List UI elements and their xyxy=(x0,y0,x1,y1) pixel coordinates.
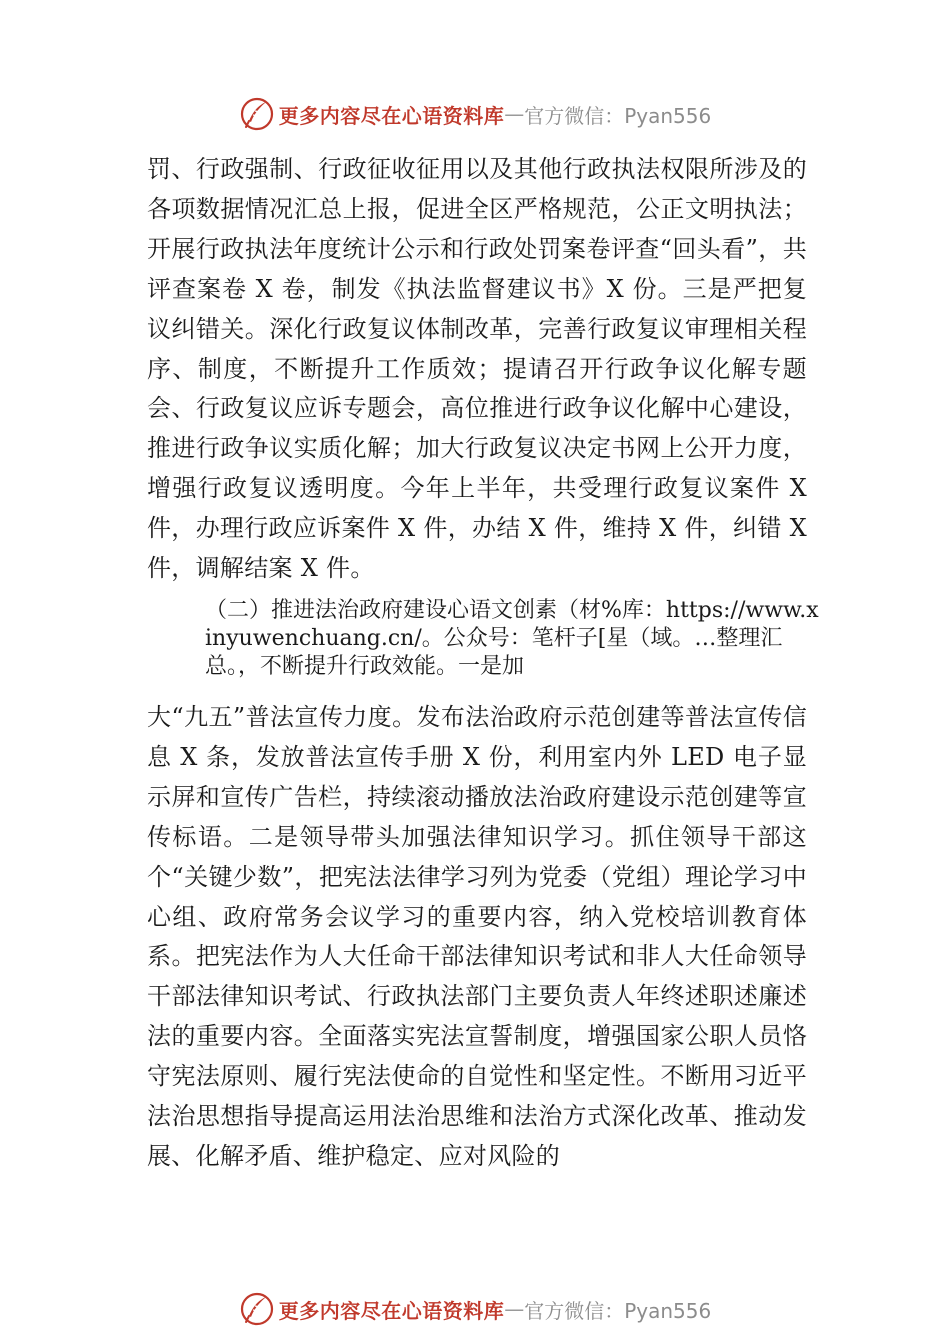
watermark-separator: — xyxy=(504,102,525,126)
body-paragraph-1: 罚、行政强制、行政征收征用以及其他行政执法权限所涉及的各项数据情况汇总上报，促进全区严格规范，公正文明执法；开展行政执法年度统计公示和行政处罚案卷评查“回头看”，共评查案卷 X 卷，制发《执法监督建议书》X 份。三是严把复议纠错关。深化行政复议体制改革，完善行政复议审理相关程序、制度，不断提升工作质效；提请召开行政争议化解专题会、行政复议应诉专题会，高位推进行政争议化解中心建设，推进行政争议实质化解；加大行政复议决定书网上公开力度，增强行政复议透明度。今年上半年，共受理行政复议案件 X 件，办理行政应诉案件 X 件，办结 X 件，维持 X 件，纠错 X 件，调解结案 X 件。 xyxy=(147,155,807,583)
feather-pen-icon xyxy=(239,1291,275,1327)
watermark-suffix-text: 官方微信：Pyan556 xyxy=(524,1298,712,1323)
watermark-separator: — xyxy=(504,1297,525,1321)
watermark-main-text: 更多内容尽在心语资料库 xyxy=(278,1298,505,1323)
section-heading xyxy=(195,597,820,681)
body-paragraph-2: 大“九五”普法宣传力度。发布法治政府示范创建等普法宣传信息 X 条，发放普法宣传手册 X 份，利用室内外 LED 电子显示屏和宣传广告栏，持续滚动播放法治政府建设示范创建等宣传标语。二是领导带头加强法律知识学习。抓住领导干部这个“关键少数”，把宪法法律学习列为党委（党组）理论学习中心组、政府常务会议学习的重要内容，纳入党校培训教育体系。把宪法作为人大任命干部法律知识考试和非人大任命领导干部法律知识考试、行政执法部门主要负责人年终述职述廉述法的重要内容。全面落实宪法宣誓制度，增强国家公职人员恪守宪法原则、履行宪法使命的自觉性和坚定性。不断用习近平法治思想指导提高运用法治思维和法治方式深化改革、推动发展、化解矛盾、维护稳定、应对风险的 xyxy=(147,703,807,1170)
header-watermark xyxy=(0,94,950,134)
watermark-main-text: 更多内容尽在心语资料库 xyxy=(278,103,505,128)
section-heading-text: （二）推进法治政府建设心语文创素（材%库：https://www.xinyuwenchuang.cn/。公众号：笔杆子[星（域。…整理汇总。，不断提升行政效能。一是加 xyxy=(205,598,819,679)
feather-pen-icon xyxy=(239,96,275,132)
footer-watermark xyxy=(0,1289,950,1329)
watermark-suffix-text: 官方微信：Pyan556 xyxy=(524,103,712,128)
